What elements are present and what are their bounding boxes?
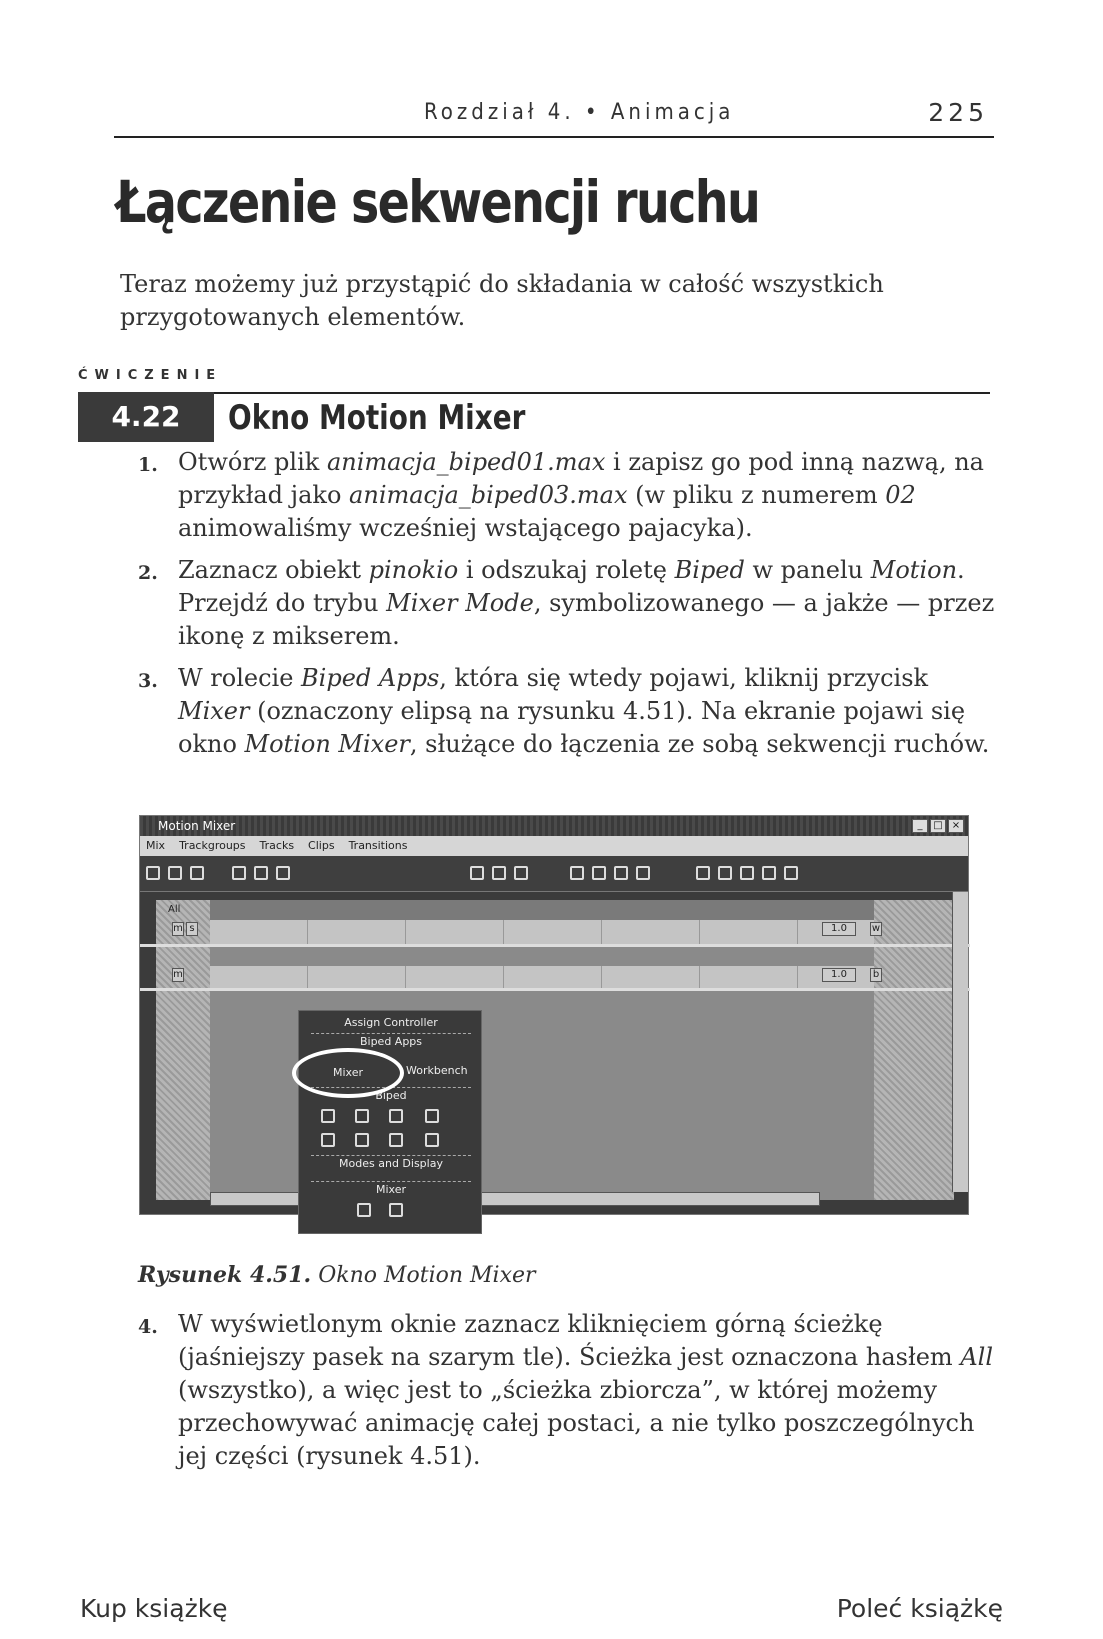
page-number: 225 bbox=[928, 98, 988, 127]
track-all[interactable] bbox=[210, 900, 874, 920]
mixer-mode-icon[interactable] bbox=[425, 1109, 439, 1123]
save-icon[interactable] bbox=[389, 1203, 403, 1217]
running-head bbox=[114, 98, 994, 138]
exercise-number: 4.22 bbox=[78, 392, 214, 442]
mixer-tool-3-icon[interactable] bbox=[740, 866, 754, 880]
step-4: 4. W wyświetlonym oknie zaznacz kliknięciem górną ścieżkę (jaśniejszy pasek na szarym tle). Ścieżka jest oznaczona hasłem All (wszystko), a więc jest to „ścieżka zbiorcza”, w której możemy przechowywać animację całej postaci, a nie tylko poszczególnych jej części (rysunek 4.51). bbox=[138, 1310, 993, 1470]
weight-spinner-2[interactable]: 1.0 bbox=[822, 968, 856, 982]
buy-book-link[interactable]: Kup książkę bbox=[80, 1594, 228, 1623]
add-track-icon[interactable] bbox=[168, 866, 182, 880]
mixer-tool-icon[interactable] bbox=[696, 866, 710, 880]
mute-toggle-2[interactable]: m bbox=[173, 969, 183, 980]
caption-label: Rysunek 4.51. bbox=[138, 1262, 312, 1288]
snap-frames-icon[interactable] bbox=[492, 866, 506, 880]
zoom-extents-icon[interactable] bbox=[614, 866, 628, 880]
w-button[interactable]: w bbox=[871, 923, 881, 934]
mixer-tool-2-icon[interactable] bbox=[718, 866, 732, 880]
workbench-button[interactable]: Workbench bbox=[406, 1064, 468, 1077]
figure-caption bbox=[138, 1262, 536, 1288]
select-icon[interactable] bbox=[232, 866, 246, 880]
modes-display-rollout[interactable]: Modes and Display bbox=[311, 1155, 471, 1170]
toolbar bbox=[140, 856, 968, 892]
motion-panel-overlay bbox=[298, 1010, 482, 1234]
time-icon[interactable] bbox=[570, 866, 584, 880]
convert-icon[interactable] bbox=[425, 1133, 439, 1147]
exercise-title: Okno Motion Mixer bbox=[228, 398, 526, 438]
footstep-mode-icon[interactable] bbox=[355, 1109, 369, 1123]
window-title: Motion Mixer bbox=[140, 816, 968, 836]
biped-rollout[interactable]: Biped bbox=[311, 1087, 471, 1102]
step-3: 3. W rolecie Biped Apps, która się wtedy pojawi, kliknij przycisk Mixer (oznaczony elipsą na rysunku 4.51). Na ekranie pojawi się okno Motion Mixer, służące do łączenia ze sobą sekwencji ruchów. bbox=[138, 664, 990, 758]
motion-mixer-screenshot bbox=[139, 815, 969, 1215]
track-divider bbox=[140, 988, 970, 991]
mute-toggle[interactable]: m bbox=[173, 923, 183, 934]
vertical-scrollbar[interactable] bbox=[952, 892, 968, 1192]
lock-icon[interactable] bbox=[514, 866, 528, 880]
mixer-tool-4-icon[interactable] bbox=[762, 866, 776, 880]
snap-icon[interactable] bbox=[470, 866, 484, 880]
solo-toggle[interactable]: s bbox=[186, 922, 198, 936]
track-all-label: All bbox=[168, 904, 181, 915]
maximize-icon[interactable]: □ bbox=[930, 819, 946, 833]
steps-list-2 bbox=[138, 1308, 998, 1482]
menu-bar bbox=[140, 836, 968, 856]
weight-spinner[interactable]: 1.0 bbox=[822, 922, 856, 936]
menu-transitions[interactable]: Transitions bbox=[348, 839, 408, 852]
exercise-rule bbox=[214, 392, 990, 394]
mixer-button-highlight[interactable]: Mixer bbox=[292, 1048, 404, 1098]
close-icon[interactable]: × bbox=[948, 819, 964, 833]
track-divider bbox=[140, 944, 970, 947]
step-1: 1. Otwórz plik animacja_biped01.max i zapisz go pod inną nazwą, na przykład jako animacja_biped03.max (w pliku z numerem 02 animowaliśmy wcześniej wstającego pajacyka). bbox=[138, 448, 984, 542]
recommend-book-link[interactable]: Poleć książkę bbox=[836, 1594, 1003, 1623]
track-row[interactable] bbox=[210, 920, 874, 944]
intro-paragraph: Teraz możemy już przystąpić do składania w całość wszystkich przygotowanych elementów. bbox=[120, 270, 884, 331]
steps-list-1 bbox=[138, 446, 998, 770]
delete-icon[interactable] bbox=[190, 866, 204, 880]
mixer-rollout[interactable]: Mixer bbox=[311, 1181, 471, 1196]
zoom-icon[interactable] bbox=[636, 866, 650, 880]
save-file-icon[interactable] bbox=[389, 1133, 403, 1147]
menu-tracks[interactable]: Tracks bbox=[259, 839, 295, 852]
move-icon[interactable] bbox=[254, 866, 268, 880]
step-2: 2. Zaznacz obiekt pinokio i odszukaj roletę Biped w panelu Motion. Przejdź do trybu Mixer Mode, symbolizowanego — a jakże — przez ikonę z mikserem. bbox=[138, 556, 995, 650]
pan-icon[interactable] bbox=[592, 866, 606, 880]
section-title: Łączenie sekwencji ruchu bbox=[116, 168, 760, 236]
stretch-icon[interactable] bbox=[276, 866, 290, 880]
minimize-icon[interactable]: _ bbox=[912, 819, 928, 833]
assign-controller-rollout[interactable]: Assign Controller bbox=[344, 1016, 438, 1029]
b-button[interactable]: b bbox=[870, 968, 882, 982]
menu-trackgroups[interactable]: Trackgroups bbox=[179, 839, 246, 852]
play-biped-icon[interactable] bbox=[321, 1133, 335, 1147]
open-folder-icon[interactable] bbox=[357, 1203, 371, 1217]
motion-flow-icon[interactable] bbox=[389, 1109, 403, 1123]
caption-text: Okno Motion Mixer bbox=[318, 1263, 536, 1288]
window-controls bbox=[912, 819, 964, 833]
biped-apps-rollout[interactable]: Biped Apps bbox=[311, 1033, 471, 1048]
figure-mode-icon[interactable] bbox=[321, 1109, 335, 1123]
add-trackgroup-icon[interactable] bbox=[146, 866, 160, 880]
menu-clips[interactable]: Clips bbox=[308, 839, 335, 852]
chapter-title: Rozdział 4. • Animacja bbox=[424, 100, 735, 125]
load-file-icon[interactable] bbox=[355, 1133, 369, 1147]
exercise-label: ĆWICZENIE bbox=[78, 368, 223, 383]
track-row[interactable] bbox=[210, 966, 874, 990]
dropdown-icon[interactable] bbox=[784, 866, 798, 880]
menu-mix[interactable]: Mix bbox=[146, 839, 166, 852]
